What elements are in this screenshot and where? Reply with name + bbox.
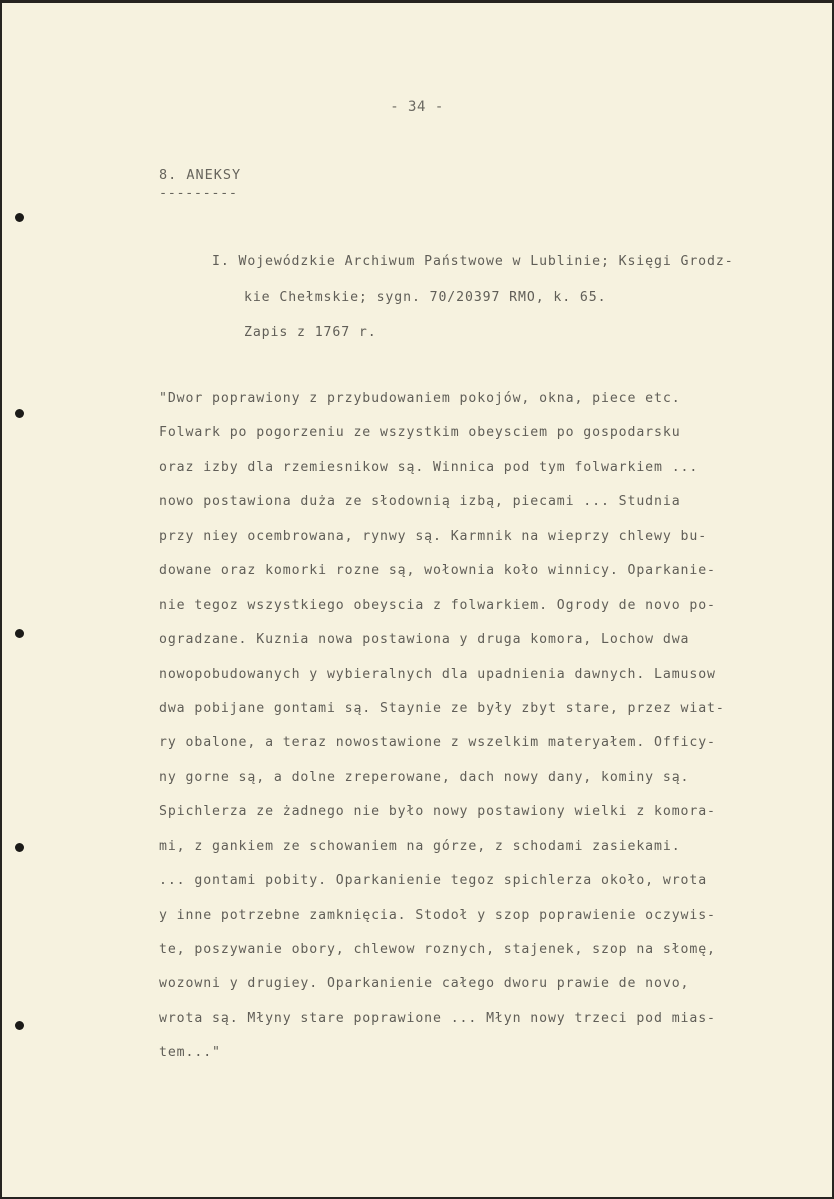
quote-line: "Dwor poprawiony z przybudowaniem pokojów, okna, piece etc.: [159, 391, 681, 406]
document-page: [2, 3, 832, 1197]
quote-line: ... gontami pobity. Oparkanienie tegoz spichlerza około, wrota: [159, 873, 708, 889]
quote-line: nowo postawiona duża ze słodownią izbą, piecami ... Studnia: [159, 494, 681, 510]
quote-line: oraz izby dla rzemiesnikow są. Winnica pod tym folwarkiem ...: [159, 459, 699, 475]
binder-hole: [15, 843, 24, 852]
quote-line: ry obalone, a teraz nowostawione z wszelkim materyałem. Officy-: [159, 735, 716, 751]
binder-hole: [15, 629, 24, 638]
quoted-record: [159, 387, 725, 1076]
quote-line: ogradzane. Kuznia nowa postawiona y druga komora, Lochow dwa: [159, 632, 690, 648]
quote-line: wrota są. Młyny stare poprawione ... Młyn nowy trzeci pod mias-: [159, 1010, 716, 1026]
section-heading: 8. ANEKSY: [159, 167, 242, 183]
quote-line: mi, z gankiem ze schowaniem na górze, z schodami zasiekami.: [159, 838, 681, 854]
quote-line: y inne potrzebne zamknięcia. Stodoł y szop poprawienie oczywis-: [159, 907, 716, 923]
source-line: I. Wojewódzkie Archiwum Państwowe w Lublinie; Księgi Grodz-: [212, 254, 734, 269]
binder-hole: [15, 213, 24, 222]
quote-line: wozowni y drugiey. Oparkanienie całego dworu prawie de novo,: [159, 976, 690, 992]
quote-line: nowopobudowanych y wybieralnych dla upadnienia dawnych. Lamusow: [159, 666, 716, 682]
quote-line: te, poszywanie obory, chlewow roznych, stajenek, szop na słomę,: [159, 942, 716, 957]
quote-line: nie tegoz wszystkiego obeyscia z folwarkiem. Ogrody de novo po-: [159, 597, 716, 613]
source-line: Zapis z 1767 r.: [244, 325, 377, 341]
quote-line: dwa pobijane gontami są. Staynie ze były zbyt stare, przez wiat-: [159, 700, 725, 716]
page-number: - 34 -: [390, 99, 444, 115]
quote-line: przy niey ocembrowana, rynwy są. Karmnik na wieprzy chlewy bu-: [159, 528, 708, 544]
quote-line: tem...": [159, 1045, 221, 1061]
quote-line: dowane oraz komorki rozne są, wołownia koło winnicy. Oparkanie-: [159, 563, 716, 579]
binder-hole: [15, 409, 24, 418]
binder-hole: [15, 1021, 24, 1030]
section-heading-underline: ---------: [159, 185, 238, 201]
source-line: kie Chełmskie; sygn. 70/20397 RMO, k. 65.: [244, 289, 607, 305]
quote-line: ny gorne są, a dolne zreperowane, dach nowy dany, kominy są.: [159, 769, 690, 785]
quote-line: Folwark po pogorzeniu ze wszystkim obeysciem po gospodarsku: [159, 425, 681, 441]
quote-line: Spichlerza ze żadnego nie było nowy postawiony wielki z komora-: [159, 804, 716, 820]
archival-source-reference: [212, 250, 734, 357]
